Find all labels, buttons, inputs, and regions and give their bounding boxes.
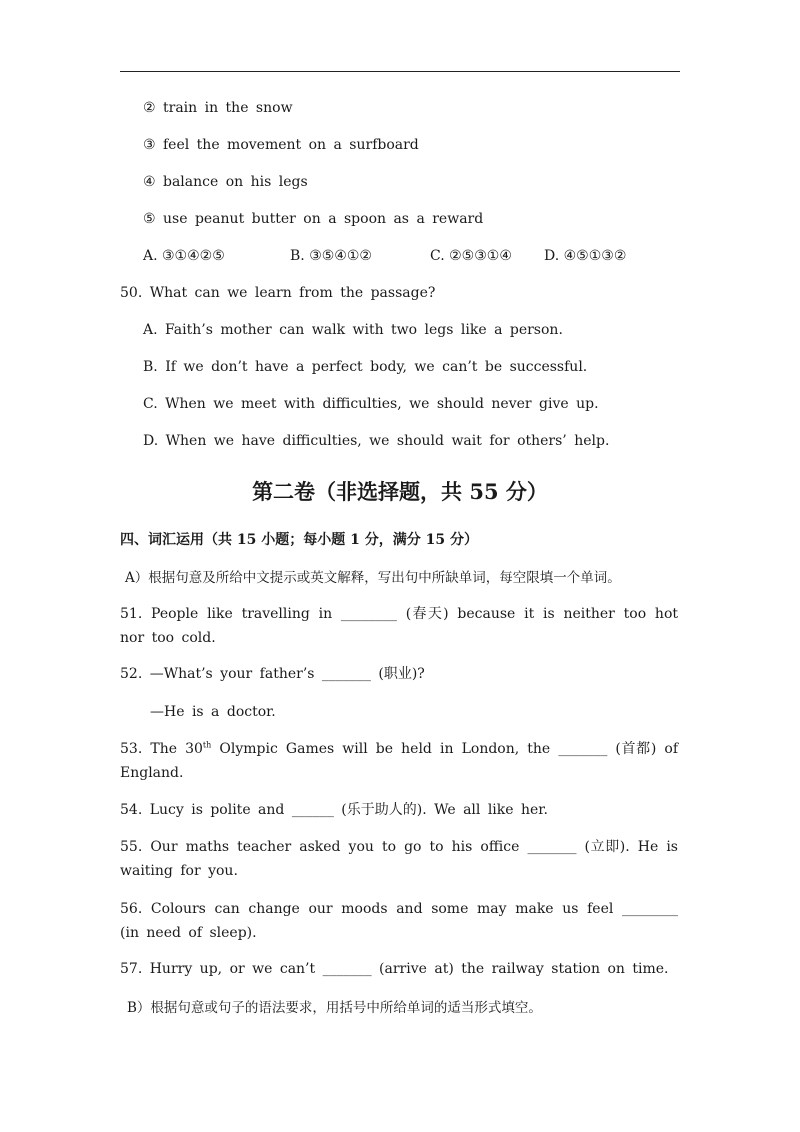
part-title: 第二卷（非选择题，共 55 分） — [252, 479, 548, 504]
q49-item-3: ③ feel the movement on a surfboard — [143, 137, 419, 153]
q49-item-4: ④ balance on his legs — [143, 174, 308, 190]
q50-option-b: B. If we don’t have a perfect body, we can’t be successful. — [143, 359, 588, 375]
q49-item-2: ② train in the snow — [143, 100, 293, 116]
q52-line1: 52. —What’s your father’s _______ (职业)? — [120, 666, 425, 682]
q50-stem: 50. What can we learn from the passage? — [120, 285, 436, 301]
instruction-b: B）根据句意或句子的语法要求，用括号中所给单词的适当形式填空。 — [127, 1000, 542, 1016]
q50-option-c: C. When we meet with difficulties, we should never give up. — [143, 396, 599, 412]
q49-item-5: ⑤ use peanut butter on a spoon as a reward — [143, 211, 484, 227]
q53-text-after: Olympic Games will be held in London, the _______ (首都) of England. — [120, 741, 678, 781]
q55: 55. Our maths teacher asked you to go to his office _______ (立即). He is waiting for you. — [120, 839, 678, 879]
q49-option-b: B. ③⑤④①② — [290, 248, 372, 264]
q51: 51. People like travelling in ________ (春天) because it is neither too hot nor too cold. — [120, 606, 678, 646]
q53-superscript: th — [202, 740, 212, 750]
section-heading: 四、词汇运用（共 15 小题；每小题 1 分，满分 15 分） — [120, 532, 478, 548]
q54: 54. Lucy is polite and ______ (乐于助人的). We all like her. — [120, 802, 548, 818]
q56: 56. Colours can change our moods and some may make us feel ________ (in need of sleep). — [120, 901, 678, 941]
q49-option-d: D. ④⑤①③② — [544, 248, 627, 264]
q52-line2: —He is a doctor. — [150, 704, 276, 720]
q49-option-a: A. ③①④②⑤ — [143, 248, 225, 264]
q50-option-d: D. When we have difficulties, we should wait for others’ help. — [143, 433, 610, 449]
q50-option-a: A. Faith’s mother can walk with two legs like a person. — [143, 322, 563, 338]
header-rule — [120, 71, 680, 72]
q57: 57. Hurry up, or we can’t _______ (arrive at) the railway station on time. — [120, 961, 669, 977]
q53-text-before: 53. The 30 — [120, 741, 203, 757]
q49-option-c: C. ②⑤③①④ — [430, 248, 512, 264]
q53 — [120, 737, 678, 785]
instruction-a: A）根据句意及所给中文提示或英文解释，写出句中所缺单词，每空限填一个单词。 — [125, 570, 621, 586]
